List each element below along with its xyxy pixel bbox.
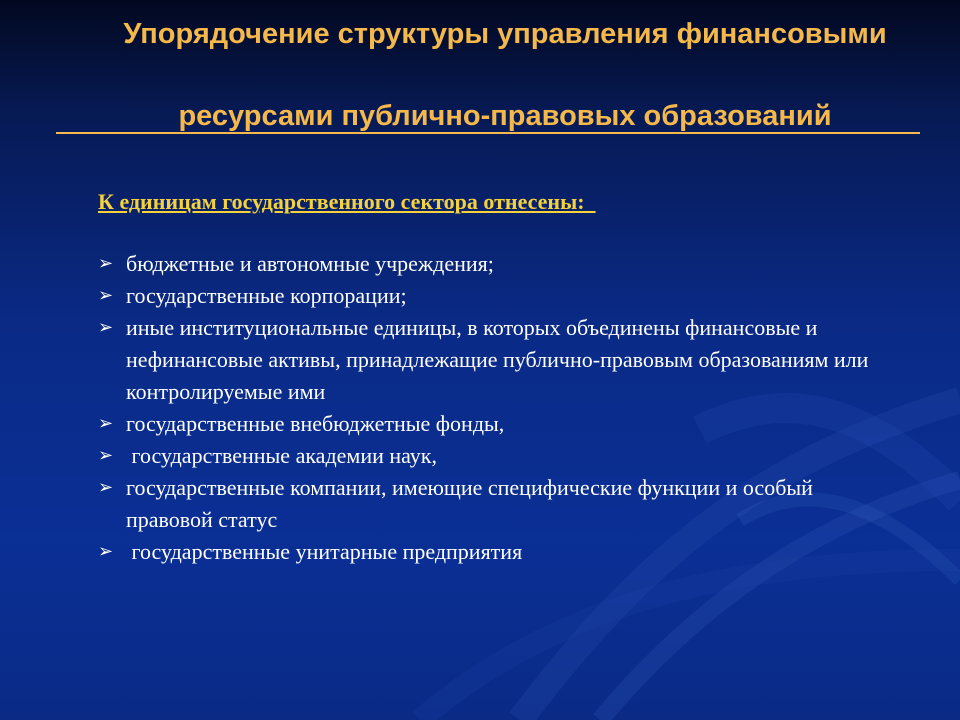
arrowhead-bullet-icon: ➢: [98, 477, 114, 498]
arrowhead-bullet-icon: ➢: [98, 445, 114, 466]
list-item: [98, 312, 888, 408]
arrowhead-bullet-icon: ➢: [98, 285, 114, 306]
list-item-text: государственные внебюджетные фонды,: [126, 411, 505, 436]
list-item: [98, 248, 888, 280]
list-item: [98, 440, 888, 472]
content-block: [98, 186, 888, 568]
arrowhead-bullet-icon: ➢: [98, 317, 114, 338]
list-item-text: иные институциональные единицы, в которых объединены финансовые и нефинансовые активы, принадлежащие публично-правовым образованиям или контролируемые ими: [126, 315, 869, 404]
list-item: [98, 536, 888, 568]
section-heading: К единицам государственного сектора отнесены:: [98, 189, 596, 214]
title-line-2: ресурсами публично-правовых образований: [178, 100, 832, 132]
list-item-text: государственные корпорации;: [126, 283, 407, 308]
list-item: [98, 472, 888, 536]
list-item-text: бюджетные и автономные учреждения;: [126, 251, 494, 276]
title-underline: [56, 132, 920, 134]
list-item-text: государственные академии наук,: [126, 443, 437, 468]
list-item: [98, 280, 888, 312]
arrowhead-bullet-icon: ➢: [98, 253, 114, 274]
list-item: [98, 408, 888, 440]
list-item-text: государственные унитарные предприятия: [126, 539, 523, 564]
bullet-list: [98, 248, 888, 568]
arrowhead-bullet-icon: ➢: [98, 413, 114, 434]
title-line-1: Упорядочение структуры управления финансовыми: [123, 18, 887, 50]
arrowhead-bullet-icon: ➢: [98, 541, 114, 562]
slide-title: [0, 14, 960, 136]
list-item-text: государственные компании, имеющие специфические функции и особый правовой статус: [126, 475, 813, 532]
